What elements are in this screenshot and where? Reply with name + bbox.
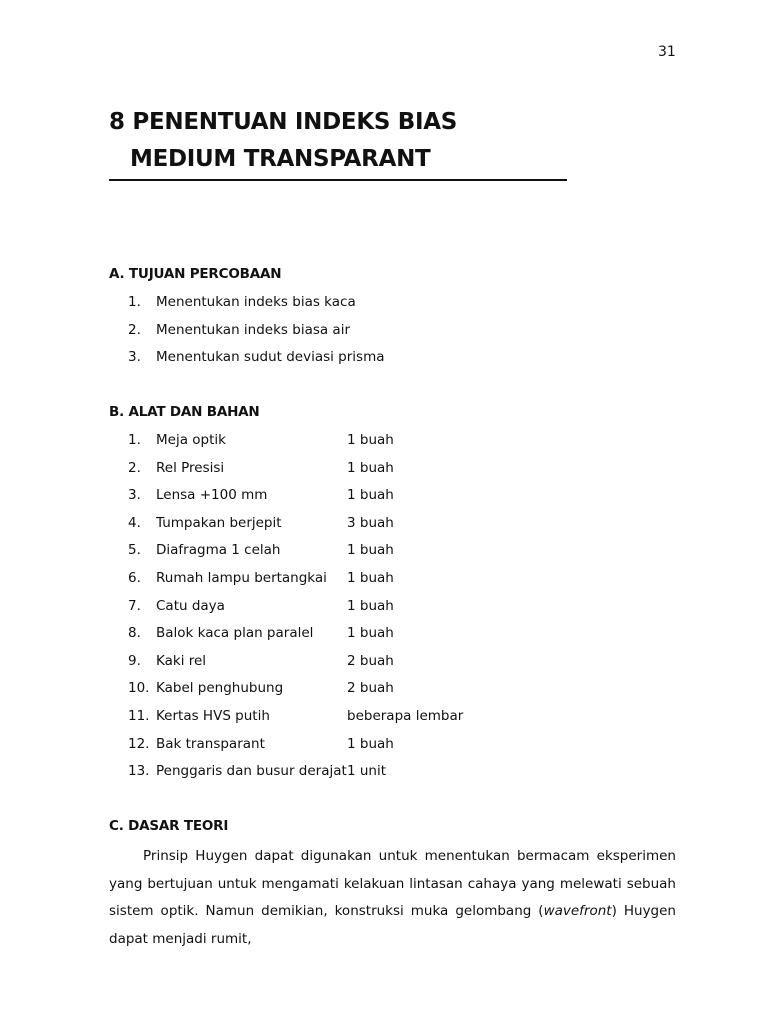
list-item (128, 485, 463, 513)
item-quantity: 1 unit (347, 763, 387, 780)
list-item (128, 320, 385, 348)
list-item (128, 540, 463, 568)
list-item (128, 596, 463, 624)
page-number: 31 (658, 44, 676, 60)
item-number: 13. (128, 763, 150, 780)
list-item (128, 347, 385, 375)
item-number: 12. (128, 735, 150, 752)
item-number: 1. (128, 432, 141, 448)
item-number: 9. (128, 652, 141, 669)
section-a-heading: A. TUJUAN PERCOBAAN (109, 266, 282, 282)
item-number: 2. (128, 459, 141, 476)
item-number: 6. (128, 569, 141, 586)
paragraph-text: Prinsip Huygen dapat digunakan untuk menentukan bermacam eksperimen yang bertujuan untuk mengamati kelakuan lintasan cahaya yang melewati sebuah sistem optik. Namun demikian, konstruksi muka gelombang ( (109, 848, 676, 919)
item-quantity: 1 buah (347, 487, 394, 504)
section-c-heading: C. DASAR TEORI (109, 818, 229, 834)
item-number: 3. (128, 487, 141, 504)
item-number: 7. (128, 597, 141, 614)
item-quantity: 1 buah (347, 735, 394, 752)
item-text: Menentukan indeks bias kaca (156, 294, 356, 310)
item-quantity: 1 buah (347, 432, 394, 448)
paragraph-italic-term: wavefront (543, 903, 612, 919)
item-name: Penggaris dan busur derajat (156, 763, 347, 780)
item-quantity: 1 buah (347, 625, 394, 642)
item-number: 5. (128, 542, 141, 559)
item-quantity: 2 buah (347, 680, 394, 697)
item-number: 10. (128, 680, 150, 697)
item-name: Kaki rel (156, 652, 207, 669)
item-name: Catu daya (156, 597, 225, 614)
item-number: 11. (128, 707, 150, 724)
item-name: Rel Presisi (156, 459, 225, 476)
item-quantity: beberapa lembar (347, 707, 464, 724)
title-underline (109, 179, 567, 181)
list-item (128, 651, 463, 679)
list-item (128, 761, 463, 789)
list-item (128, 734, 463, 762)
item-quantity: 1 buah (347, 597, 394, 614)
item-name: Kertas HVS putih (156, 707, 270, 724)
list-item (128, 678, 463, 706)
item-name: Lensa +100 mm (156, 487, 268, 504)
list-item (128, 430, 463, 458)
item-name: Rumah lampu bertangkai (156, 569, 327, 586)
item-quantity: 1 buah (347, 459, 394, 476)
theory-paragraph (109, 843, 676, 953)
item-name: Balok kaca plan paralel (156, 625, 314, 642)
item-number: 3. (128, 349, 141, 366)
item-quantity: 1 buah (347, 569, 394, 586)
item-name: Bak transparant (156, 735, 265, 752)
equipment-list (128, 430, 463, 789)
objectives-list (128, 292, 385, 375)
paragraph-text-continued: ) Huygen dapat menjadi rumit, (109, 903, 676, 947)
chapter-title (109, 104, 457, 178)
item-quantity: 3 buah (347, 514, 394, 531)
list-item (128, 458, 463, 486)
section-b-heading: B. ALAT DAN BAHAN (109, 404, 260, 420)
item-name: Tumpakan berjepit (156, 514, 282, 531)
item-number: 8. (128, 625, 141, 642)
list-item (128, 706, 463, 734)
item-name: Diafragma 1 celah (156, 542, 281, 559)
list-item (128, 513, 463, 541)
item-name: Kabel penghubung (156, 680, 284, 697)
item-name: Meja optik (156, 432, 226, 448)
item-text: Menentukan sudut deviasi prisma (156, 349, 385, 366)
item-quantity: 2 buah (347, 652, 394, 669)
item-text: Menentukan indeks biasa air (156, 321, 351, 338)
list-item (128, 292, 385, 320)
chapter-title-line-1: 8 PENENTUAN INDEKS BIAS (109, 109, 458, 135)
list-item (128, 568, 463, 596)
item-number: 2. (128, 321, 141, 338)
item-number: 1. (128, 294, 141, 310)
chapter-title-line-2: MEDIUM TRANSPARANT (130, 146, 431, 172)
item-number: 4. (128, 514, 141, 531)
list-item (128, 623, 463, 651)
item-quantity: 1 buah (347, 542, 394, 559)
